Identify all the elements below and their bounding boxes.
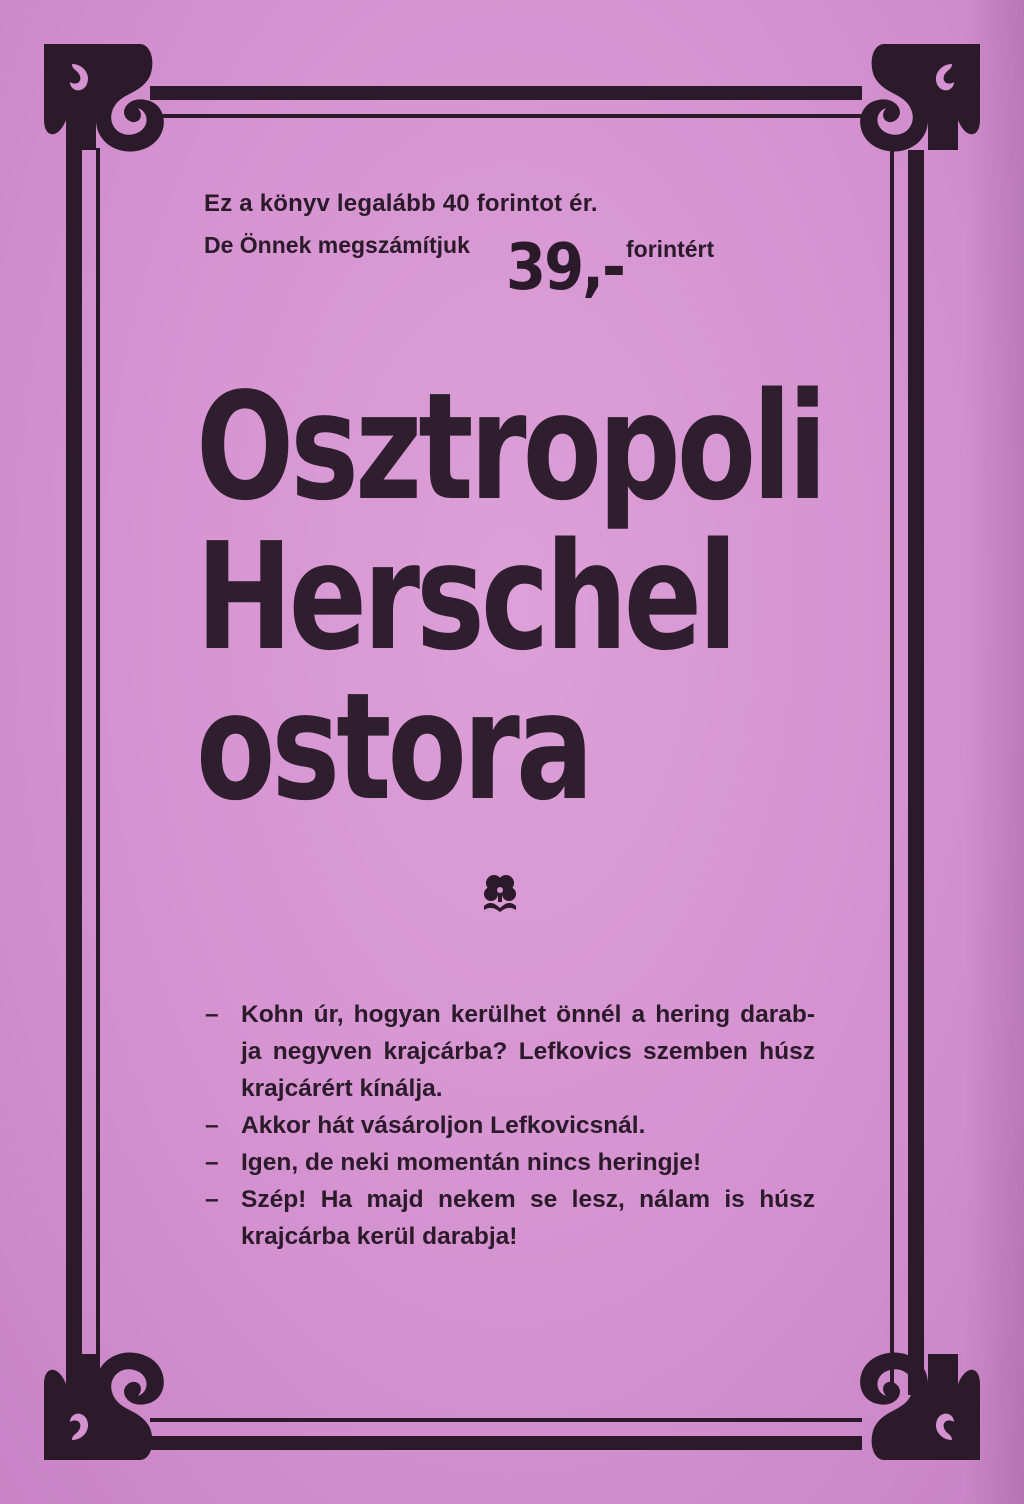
dialogue-line: ja negyven krajcárba? Lefkovics szemben húsz <box>241 1038 815 1065</box>
dialogue-line: – Szép! Ha majd nekem se lesz, nálam is húsz <box>205 1186 815 1213</box>
title-line-3: ostora <box>196 661 590 833</box>
price-amount: 39,- <box>506 231 624 305</box>
price-prefix-text: De Önnek megszámítjuk <box>204 232 470 258</box>
dialogue-line: – Kohn úr, hogyan kerülhet önnél a hering darab- <box>205 1001 815 1028</box>
dialogue-line: – Akkor hát vásároljon Lefkovicsnál. <box>205 1112 646 1139</box>
dialogue-line: – Igen, de neki momentán nincs heringje! <box>205 1149 702 1176</box>
dialogue-line: krajcárba kerül darabja! <box>241 1223 518 1250</box>
dialogue-block <box>205 996 815 1255</box>
flower-ornament-icon <box>478 870 522 914</box>
price-suffix-text: forintért <box>626 236 715 262</box>
title-line-1: Osztropoli <box>196 361 824 533</box>
price-intro-text: Ez a könyv legalább 40 forintot ér. <box>204 190 598 217</box>
title-line-2: Herschel <box>196 511 734 683</box>
dialogue-line: krajcárért kínálja. <box>241 1075 443 1102</box>
